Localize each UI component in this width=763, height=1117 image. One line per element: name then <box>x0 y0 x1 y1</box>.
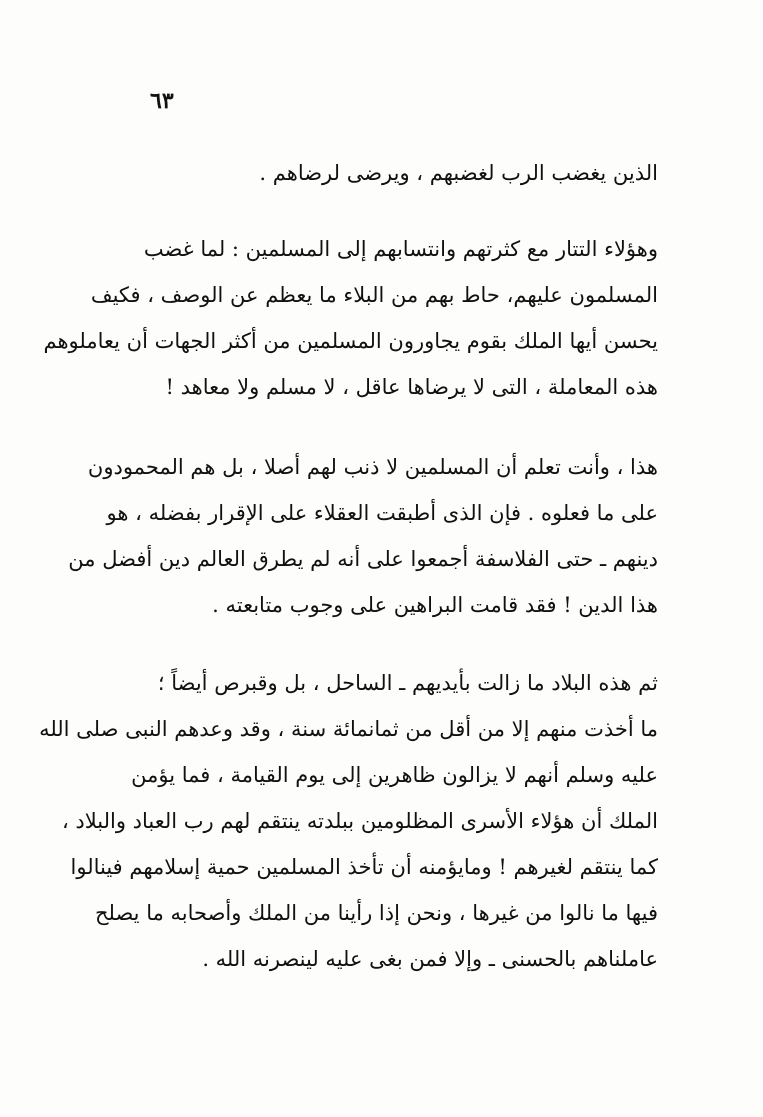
page-number: ٦٣ <box>150 88 174 114</box>
text-line: الملك أن هؤلاء الأسرى المظلومين ببلدته ينتقم لهم رب العباد والبلاد ، <box>61 809 658 833</box>
text-line: فيها ما نالوا من غيرها ، ونحن إذا رأينا من الملك وأصحابه ما يصلح <box>94 901 658 925</box>
text-line: المسلمون عليهم، حاط بهم من البلاء ما يعظم عن الوصف ، فكيف <box>90 283 658 307</box>
text-line: ثم هذه البلاد ما زالت بأيديهم ـ الساحل ، بل وقبرص أيضاً ؛ <box>157 671 658 695</box>
text-line: الذين يغضب الرب لغضبهم ، ويرضى لرضاهم . <box>259 161 658 185</box>
text-line: هذه المعاملة ، التى لا يرضاها عاقل ، لا مسلم ولا معاهد ! <box>165 375 658 399</box>
text-line: على ما فعلوه . فإن الذى أطبقت العقلاء على الإقرار بفضله ، هو <box>106 501 658 525</box>
text-line: هذا ، وأنت تعلم أن المسلمين لا ذنب لهم أصلا ، بل هم المحمودون <box>87 455 658 479</box>
paragraph-1 <box>118 150 658 196</box>
text-line: وهؤلاء التتار مع كثرتهم وانتسابهم إلى المسلمين : لما غضب <box>143 237 658 261</box>
paragraph-3 <box>68 444 658 628</box>
paragraph-2 <box>43 226 658 410</box>
text-line: كما ينتقم لغيرهم ! ومايؤمنه أن تأخذ المسلمين حمية إسلامهم فينالوا <box>70 855 658 879</box>
text-line: ما أخذت منهم إلا من أقل من ثمانمائة سنة ، وقد وعدهم النبى صلى الله <box>39 717 658 741</box>
text-line: عاملناهم بالحسنى ـ وإلا فمن بغى عليه لينصرنه الله . <box>202 947 658 971</box>
text-line: يحسن أيها الملك بقوم يجاورون المسلمين من أكثر الجهات أن يعاملوهم <box>43 329 658 353</box>
paragraph-4 <box>39 660 658 982</box>
text-line: هذا الدين ! فقد قامت البراهين على وجوب متابعته . <box>212 593 658 617</box>
text-line: عليه وسلم أنهم لا يزالون ظاهرين إلى يوم القيامة ، فما يؤمن <box>131 763 658 787</box>
text-line: دينهم ـ حتى الفلاسفة أجمعوا على أنه لم يطرق العالم دين أفضل من <box>68 547 658 571</box>
